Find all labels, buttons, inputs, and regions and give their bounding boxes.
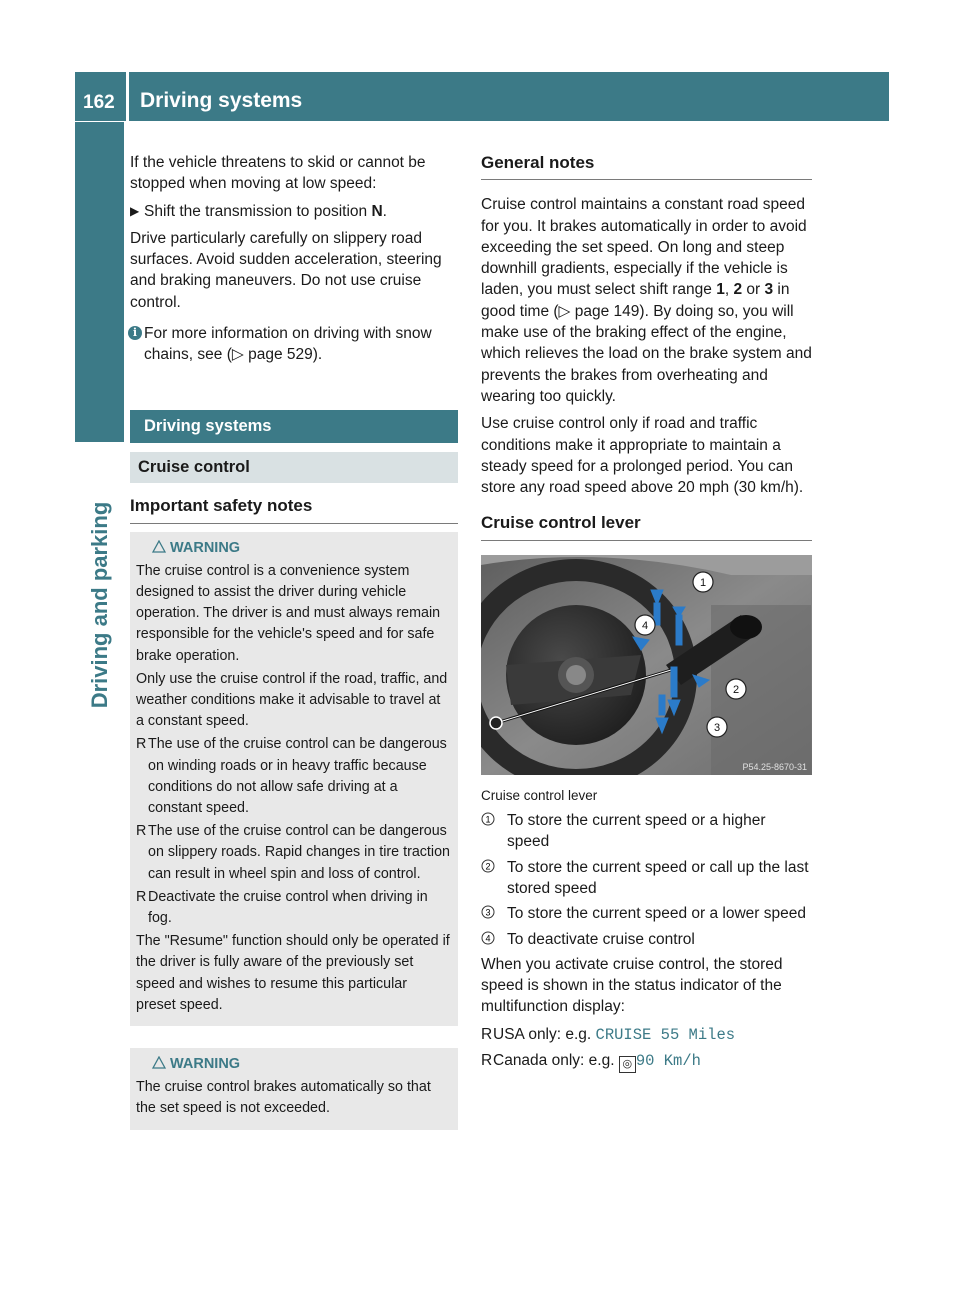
- warning-bullet: R The use of the cruise control can be dangerous on slippery roads. Rapid changes in tire traction can result in wheel spin and loss of control.: [136, 823, 450, 882]
- number-marker-icon: [481, 931, 495, 945]
- arrow-icon: ▶: [130, 203, 140, 218]
- info-note: i For more information on driving with snow chains, see (▷ page 529).: [130, 323, 458, 366]
- lever-illustration: [481, 555, 812, 775]
- warning-title: WARNING: [136, 1054, 450, 1075]
- warning-paragraph: The cruise control brakes automatically so that the set speed is not exceeded.: [136, 1079, 431, 1117]
- subsection-bar: Cruise control: [130, 452, 458, 483]
- left-column: [130, 152, 458, 1130]
- usa-display-example: R USA only: e.g. CRUISE 55 Miles: [481, 1025, 736, 1044]
- caution-paragraph: Drive particularly carefully on slippery road surfaces. Avoid sudden acceleration, steering and braking maneuvers. Do not use cruise control.: [130, 229, 442, 311]
- callout-2: 2: [732, 683, 740, 696]
- number-marker-icon: [481, 859, 495, 873]
- section-heading: Important safety notes: [130, 495, 458, 523]
- warning-paragraph: The cruise control is a convenience system designed to assist the driver during vehicle operation. The driver is and must always remain responsible for the vehicle's speed and for safe brake operation.: [136, 562, 441, 664]
- number-marker-icon: [481, 905, 495, 919]
- warning-bullet: R The use of the cruise control can be dangerous on winding roads or in heavy traffic because conditions do not allow safe driving at a constant speed.: [136, 736, 447, 816]
- warning-box: [130, 1048, 458, 1130]
- warning-title: WARNING: [136, 538, 450, 559]
- warning-paragraph: The "Resume" function should only be operated if the driver is fully aware of the previously set speed and wishes to resume this particular preset speed.: [136, 933, 450, 1013]
- svg-text:3: 3: [485, 907, 491, 918]
- warning-bullet: R Deactivate the cruise control when driving in fog.: [136, 888, 428, 927]
- callout-4: 4: [641, 619, 649, 632]
- page-title: Driving systems: [140, 89, 303, 112]
- callout-3: 3: [713, 721, 721, 734]
- right-column: [481, 152, 812, 1077]
- section-heading: General notes: [481, 152, 812, 180]
- list-item: 1 To store the current speed or a higher speed: [481, 810, 812, 853]
- section-heading: Cruise control lever: [481, 512, 812, 540]
- warning-triangle-icon: [152, 1056, 166, 1069]
- warning-box: [130, 532, 458, 1026]
- warning-triangle-icon: [152, 540, 166, 553]
- header-divider: [126, 72, 129, 121]
- list-item: 4 To deactivate cruise control: [481, 929, 812, 950]
- cruise-control-icon: ◎: [619, 1056, 636, 1073]
- display-paragraph: When you activate cruise control, the stored speed is shown in the status indicator of the multifunction display:: [481, 955, 783, 1016]
- svg-text:1: 1: [485, 814, 491, 825]
- general-notes-paragraph: Cruise control maintains a constant road speed for you. It brakes automatically in order to avoid exceeding the set speed. On long and steep downhill gradients, especially if the vehicle is laden, you must select shift range 1, 2 or 3 in good time (▷ page 149). By doing so, you will make use of the braking effect of the engine, which relieves the load on the brake system and prevents the brakes from overheating and wearing too quickly.: [481, 196, 812, 405]
- intro-paragraph: If the vehicle threatens to skid or cannot be stopped when moving at low speed:: [130, 154, 426, 193]
- side-label-area: [78, 460, 122, 750]
- warning-paragraph: Only use the cruise control if the road, traffic, and weather conditions make it advisable to travel at a constant speed.: [136, 670, 448, 730]
- canada-display-example: R Canada only: e.g. ◎ 90 Km/h: [481, 1050, 812, 1073]
- usage-paragraph: Use cruise control only if road and traffic conditions make it appropriate to maintain a steady speed for a prolonged period. You can store any road speed above 20 mph (30 km/h).: [481, 415, 804, 497]
- info-icon: i: [128, 326, 142, 340]
- figure-code: P54.25-8670-31: [742, 761, 807, 772]
- list-item: 2 To store the current speed or call up the last stored speed: [481, 857, 812, 900]
- cruise-control-lever-figure: [481, 555, 812, 775]
- svg-text:2: 2: [485, 861, 491, 872]
- side-tab: [75, 122, 124, 442]
- section-bar: Driving systems: [130, 410, 458, 443]
- figure-caption: Cruise control lever: [481, 787, 598, 803]
- instruction-step: ▶ Shift the transmission to position N.: [130, 201, 458, 222]
- page-number: 162: [83, 92, 115, 113]
- list-item: 3 To store the current speed or a lower speed: [481, 903, 812, 924]
- number-marker-icon: [481, 812, 495, 826]
- svg-text:4: 4: [485, 933, 491, 944]
- side-label: Driving and parking: [87, 501, 112, 709]
- callout-1: 1: [699, 576, 707, 589]
